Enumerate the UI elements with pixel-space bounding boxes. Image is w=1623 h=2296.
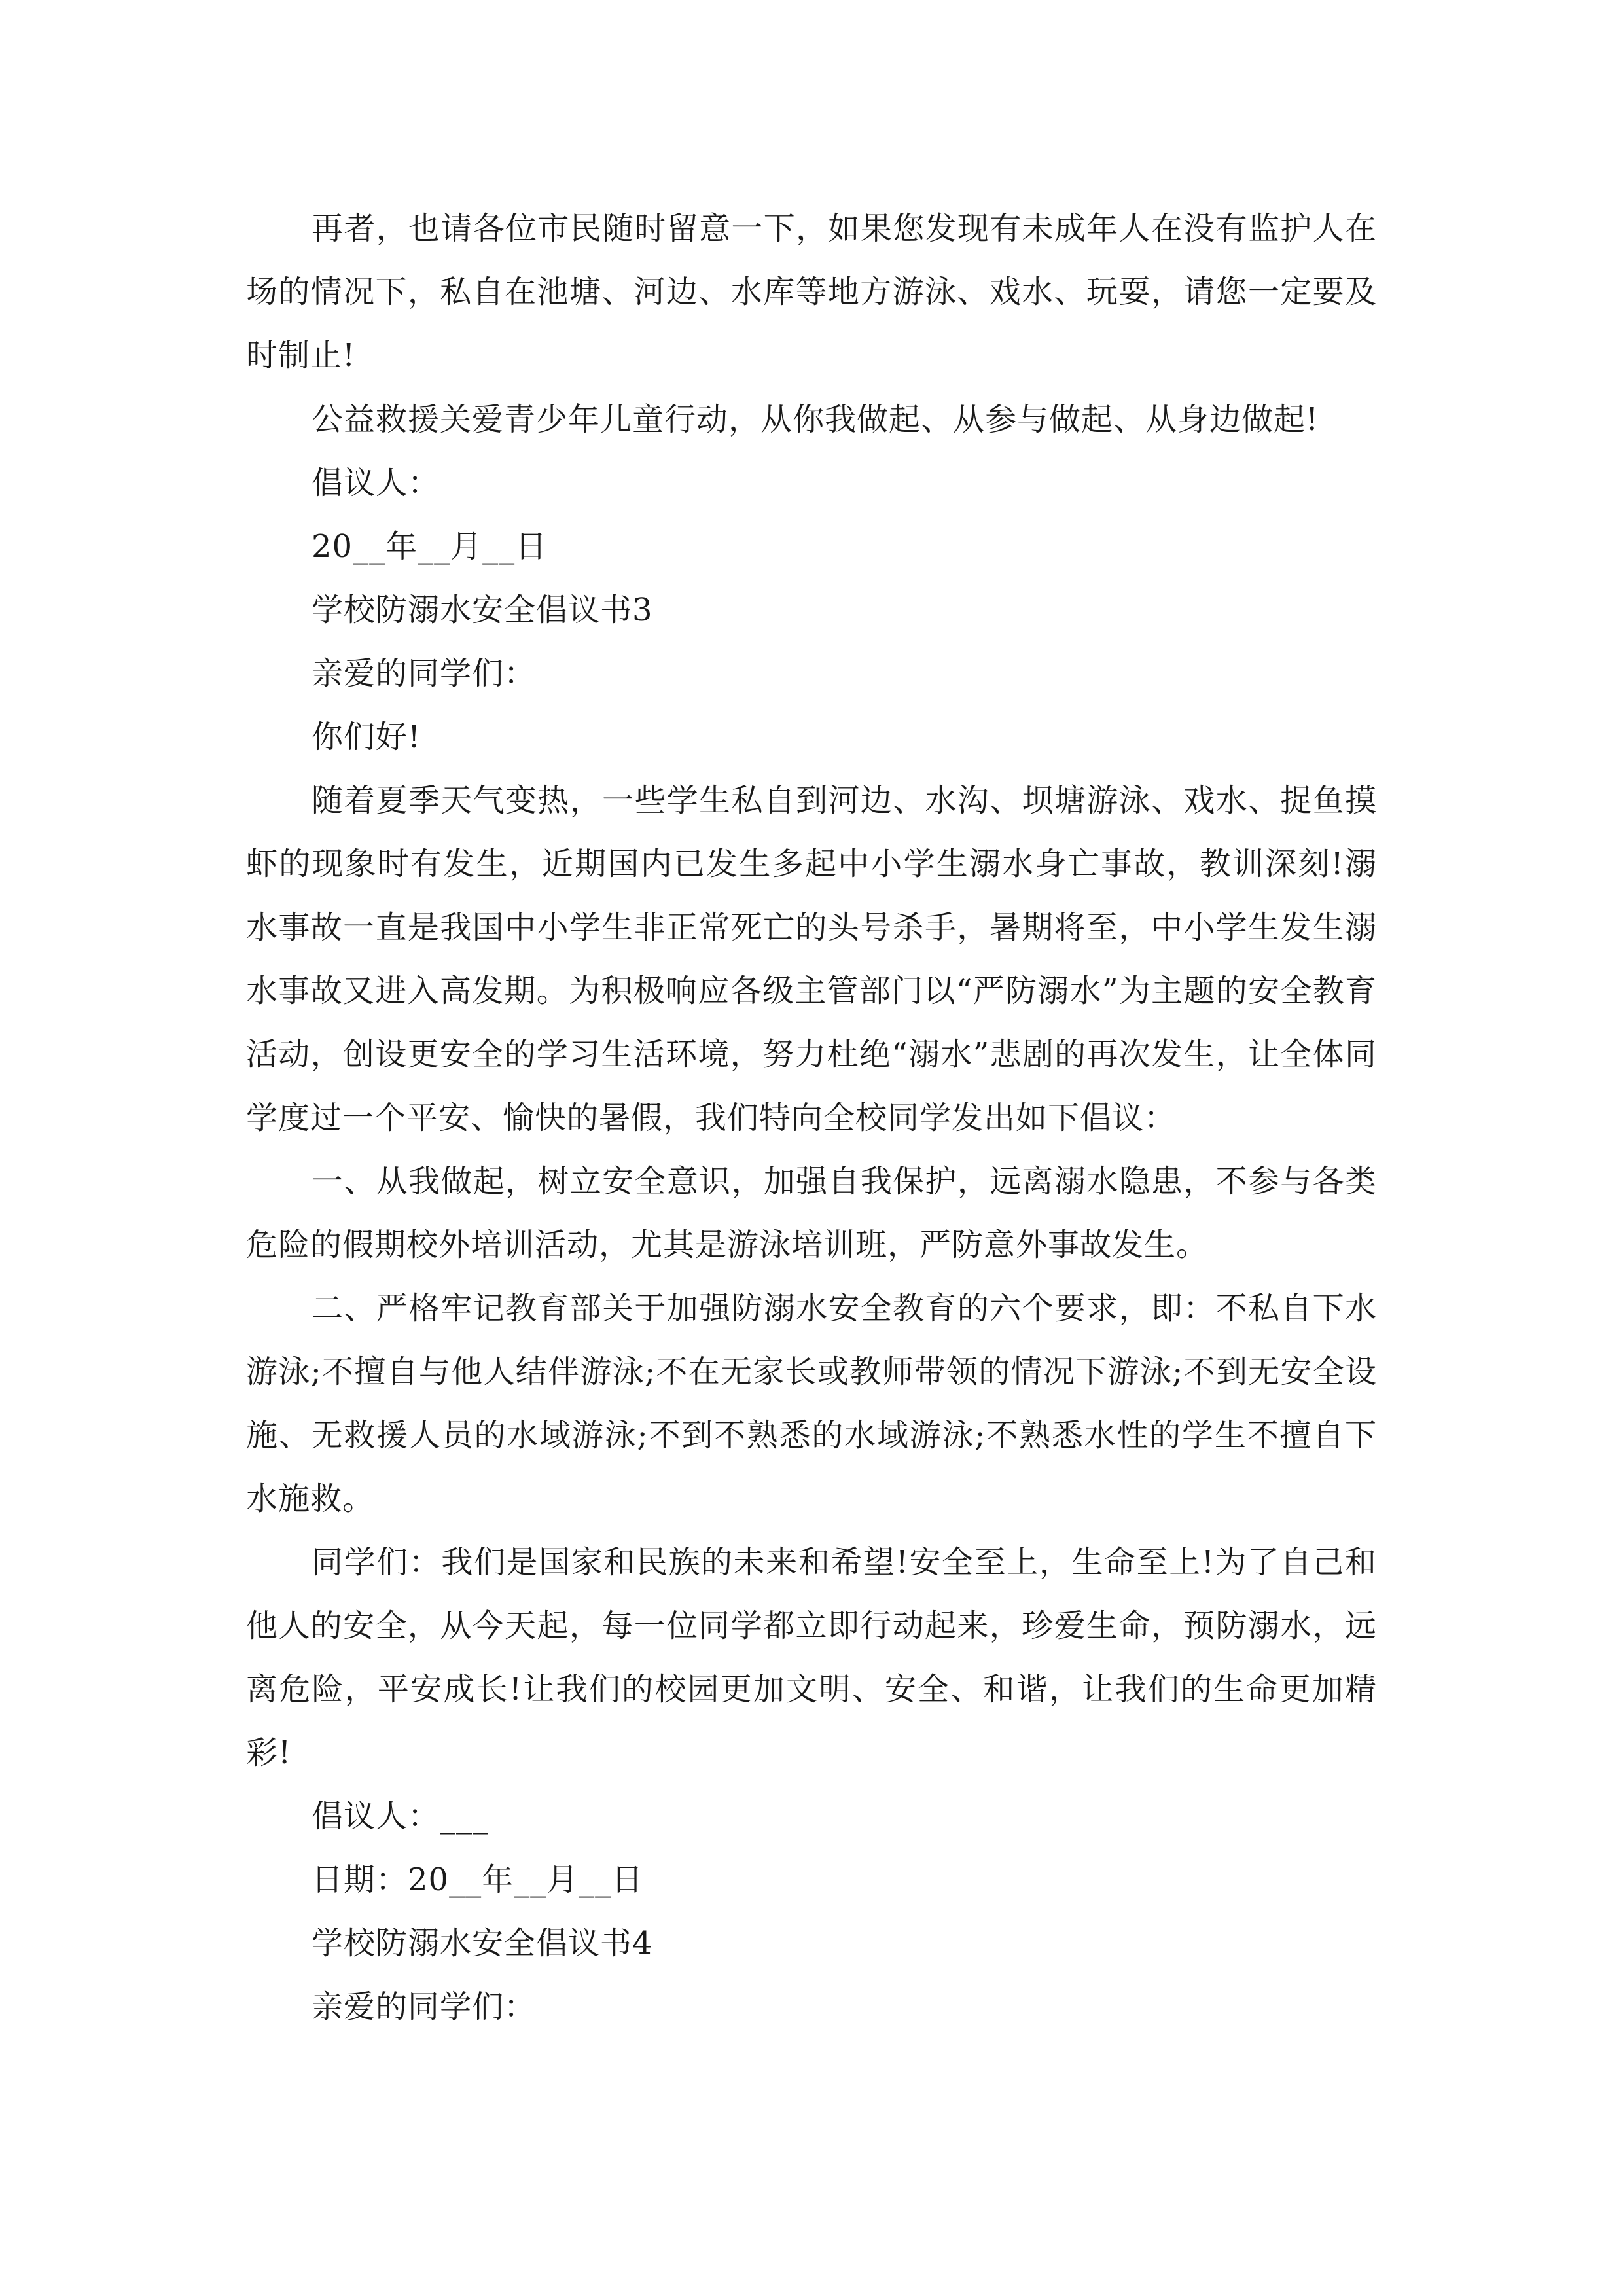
- paragraph-remind-citizens: 再者，也请各位市民随时留意一下，如果您发现有未成年人在没有监护人在场的情况下，私自在池塘、河边、水库等地方游泳、戏水、玩耍，请您一定要及时制止!: [246, 210, 1377, 374]
- initiator-signature-line: 倡议人：___: [312, 1798, 490, 1835]
- paragraph-point-one: 一、从我做起，树立安全意识，加强自我保护，远离溺水隐患，不参与各类危险的假期校外培训活动，尤其是游泳培训班，严防意外事故发生。: [246, 1163, 1377, 1263]
- section-heading-3: 学校防溺水安全倡议书3: [312, 592, 653, 628]
- greeting: 你们好!: [312, 719, 421, 755]
- paragraph-summer-drowning: 随着夏季天气变热，一些学生私自到河边、水沟、坝塘游泳、戏水、捉鱼摸虾的现象时有发生，近期国内已发生多起中小学生溺水身亡事故，教训深刻!溺水事故一直是我国中小学生非正常死亡的头号杀手，暑期将至，中小学生发生溺水事故又进入高发期。为积极响应各级主管部门以“严防溺水”为主题的安全教育活动，创设更安全的学习生活环境，努力杜绝“溺水”悲剧的再次发生，让全体同学度过一个平安、愉快的暑假，我们特向全校同学发出如下倡议：: [246, 782, 1377, 1136]
- initiator-label: 倡议人：: [312, 465, 440, 501]
- paragraph-rescue-action: 公益救援关爱青少年儿童行动，从你我做起、从参与做起、从身边做起!: [312, 401, 1319, 438]
- date-line: 20__年__月__日: [312, 528, 548, 565]
- paragraph-closing-appeal: 同学们：我们是国家和民族的未来和希望!安全至上，生命至上!为了自己和他人的安全，从今天起，每一位同学都立即行动起来，珍爱生命，预防溺水，远离危险，平安成长!让我们的校园更加文明、安全、和谐，让我们的生命更加精彩!: [246, 1544, 1377, 1771]
- paragraph-point-two: 二、严格牢记教育部关于加强防溺水安全教育的六个要求，即：不私自下水游泳;不擅自与他人结伴游泳;不在无家长或教师带领的情况下游泳;不到无安全设施、无救援人员的水域游泳;不到不熟悉的水域游泳;不熟悉水性的学生不擅自下水施救。: [246, 1290, 1377, 1517]
- salutation: 亲爱的同学们：: [312, 655, 537, 692]
- section-heading-4: 学校防溺水安全倡议书4: [312, 1925, 653, 1962]
- date-signature-line: 日期：20__年__月__日: [312, 1861, 644, 1898]
- salutation-4: 亲爱的同学们：: [312, 1988, 537, 2025]
